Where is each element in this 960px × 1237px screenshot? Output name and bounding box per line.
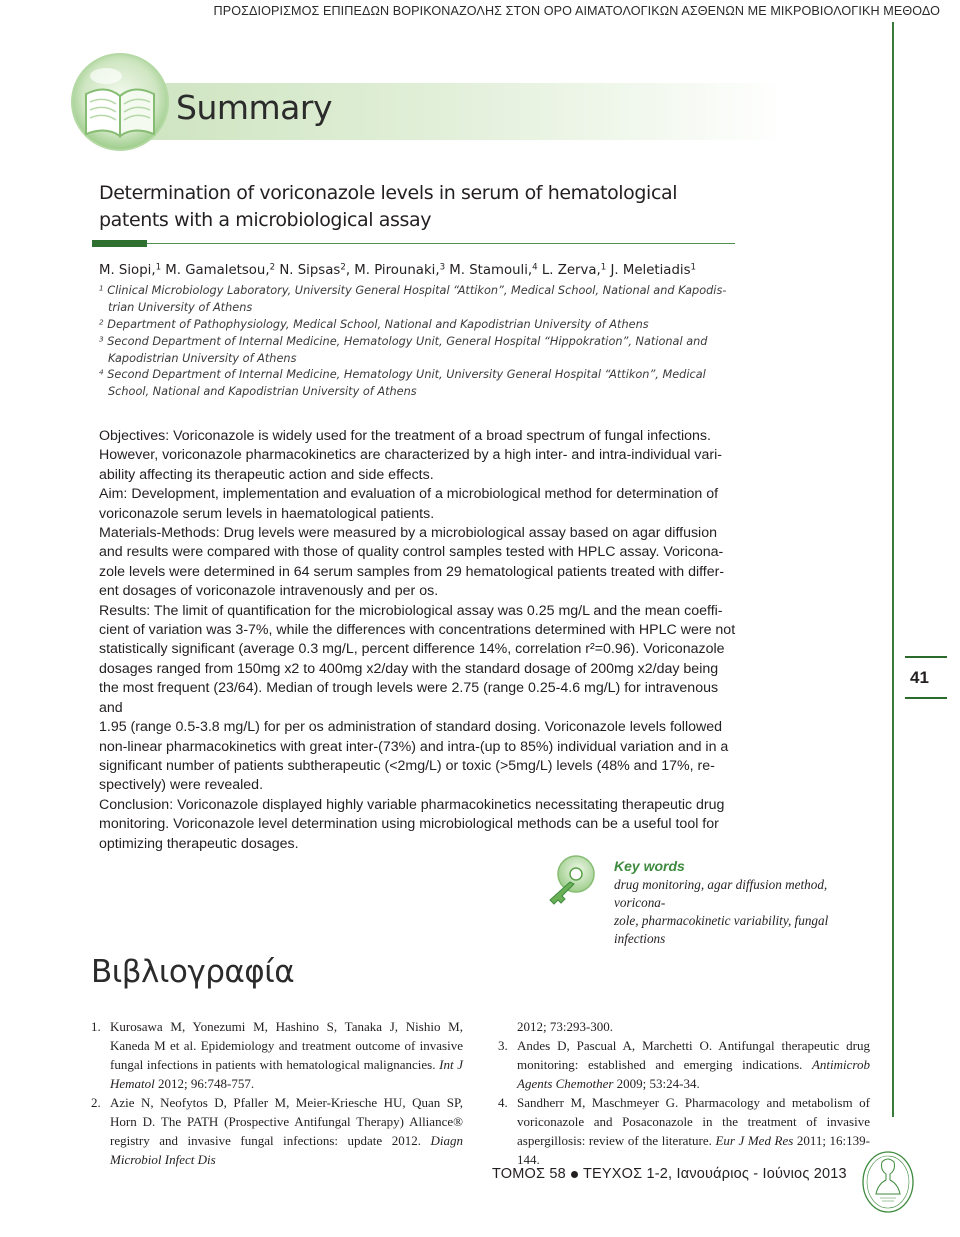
abstract-line: dosages ranged from 150mg x2 to 400mg x2/day with the standard dosage of 200mg x2/day being xyxy=(99,660,719,677)
author: M. Pirounaki,$^3$ xyxy=(354,262,446,278)
affiliation-3: $^3$ Second Department of Internal Medicine, Hematology Unit, General Hospital “Hippokration”, National and Kapodistrian University of Athens xyxy=(99,334,708,365)
footer-volume: ΤΟΜΟΣ 58 xyxy=(492,1166,566,1182)
abstract-line: spectively) were revealed. xyxy=(99,777,264,794)
author: N. Sipsas$^2$, xyxy=(279,262,355,278)
references-column-left xyxy=(91,1017,463,1169)
abstract-line: Results: The limit of quantification for the microbiological assay was 0.25 mg/L and the mean coeffi- xyxy=(99,602,723,619)
affiliation-2: $^2$ Department of Pathophysiology, Medical School, National and Kapodistrian University of Athens xyxy=(99,317,649,331)
summary-title: Summary xyxy=(176,88,332,127)
references-column-right xyxy=(498,1017,870,1169)
reference-2-continued: 2012; 73:293-300. xyxy=(517,1019,614,1034)
reference-2: 2. Azie N, Neofytos D, Pfaller M, Meier-Kriesche HU, Quan SP, Horn D. The PATH (Prospective Antifungal Therapy) Alliance® registry and invasive fungal infections: update 2012. Diagn Microbiol Infect Dis xyxy=(91,1095,463,1167)
side-rule xyxy=(892,22,894,1117)
abstract-line: significant number of patients subtherapeutic (<2mg/L) or toxic (>5mg/L) levels (48% and 17%, re- xyxy=(99,757,715,774)
author: M. Stamouli,$^4$ xyxy=(449,262,538,278)
running-header: ΠΡΟΣΔΙΟΡΙΣΜΟΣ ΕΠΙΠΕΔΩΝ ΒΟΡΙΚΟΝΑΖΟΛΗΣ ΣΤΟΝ ΟΡΟ ΑΙΜΑΤΟΛΟΓΙΚΩΝ ΑΣΘΕΝΩΝ ΜΕ ΜΙΚΡΟΒΙΟΛΟΓΙΚΗ ΜΕΘΟΔΟ xyxy=(213,4,940,18)
abstract-line: Objectives: Voriconazole is widely used for the treatment of a broad spectrum of fungal infections. xyxy=(99,428,711,444)
page-number-rule-top xyxy=(905,656,947,658)
abstract-line: ent dosages of voriconazole intravenously and per os. xyxy=(99,583,439,600)
page-number: 41 xyxy=(910,668,929,687)
author: J. Meletiadis$^1$ xyxy=(610,262,697,278)
article-title-line-1: Determination of voriconazole levels in serum of hematological xyxy=(99,182,678,204)
society-logo xyxy=(860,1148,916,1214)
abstract-line: zole levels were determined in 64 serum samples from 29 hematological patients treated with differ- xyxy=(99,563,725,580)
abstract-line: However, voriconazole pharmacokinetics are characterized by a high inter- and intra-individual vari- xyxy=(99,447,722,464)
abstract-line: Materials-Methods: Drug levels were measured by a microbiological assay based on agar diffusion xyxy=(99,525,717,542)
affiliation-1: $^1$ Clinical Microbiology Laboratory, University General Hospital “Attikon”, Medical School, National and Kapodis- trian University of Athens xyxy=(99,283,727,314)
abstract-line: and results were compared with those of quality control samples tested with HPLC assay. Voricona- xyxy=(99,544,724,561)
keywords-title: Key words xyxy=(614,858,685,874)
title-rule-accent xyxy=(92,240,147,247)
keywords-text: drug monitoring, agar diffusion method, voricona- zole, pharmacokinetic variability, fungal infections xyxy=(614,877,829,946)
article-title xyxy=(99,180,739,234)
affiliation-4: $^4$ Second Department of Internal Medicine, Hematology Unit, University General Hospital “Attikon”, Medical School, National and Kapodistrian University of Athens xyxy=(99,367,706,398)
key-icon xyxy=(540,852,606,908)
title-rule xyxy=(99,243,735,244)
reference-1: 1. Kurosawa M, Yonezumi M, Hashino S, Tanaka J, Nishio M, Kaneda M et al. Epidemiology and treatment outcome of invasive fungal infections in patients with hematological malignancies. Int J Hematol 2012; 96:748-757. xyxy=(91,1019,463,1091)
article-title-line-2: patents with a microbiological assay xyxy=(99,209,432,231)
open-book-icon xyxy=(62,44,182,156)
abstract-line: monitoring. Voriconazole level determination using microbiological methods can be a useful tool for xyxy=(99,816,719,833)
author: M. Gamaletsou,$^2$ xyxy=(165,262,276,278)
footer-issue: ΤΕΥΧΟΣ 1-2, Ιανουάριος - Ιούνιος 2013 xyxy=(582,1166,847,1182)
author: M. Siopi,$^1$ xyxy=(99,262,162,278)
author-list xyxy=(99,263,696,278)
page-number-rule-bottom xyxy=(905,697,947,699)
author: L. Zerva,$^1$ xyxy=(541,262,607,278)
bibliography-title: Βιβλιογραφία xyxy=(91,954,295,990)
reference-4: 4. Sandherr M, Maschmeyer G. Pharmacology and metabolism of voriconazole and Posaconazole in the treatment of invasive aspergillosis: review of the literature. Eur J Med Res 2011; 16:139-144. xyxy=(498,1095,870,1167)
abstract-line: Aim: Development, implementation and evaluation of a microbiological method for determination of xyxy=(99,486,719,503)
abstract-line: 1.95 (range 0.5-3.8 mg/L) for per os administration of standard dosing. Voriconazole levels followed xyxy=(99,719,723,736)
abstract xyxy=(99,427,739,854)
abstract-line: cient of variation was 3-7%, while the differences with concentrations determined with HPLC were not xyxy=(99,622,736,639)
abstract-line: the most frequent (23/64). Median of trough levels were 2.75 (range 0.25-4.6 mg/L) for intravenous and xyxy=(99,680,719,716)
abstract-line: optimizing therapeutic dosages. xyxy=(99,835,299,852)
bullet-icon xyxy=(571,1171,578,1178)
abstract-line: Conclusion: Voriconazole displayed highly variable pharmacokinetics necessitating therapeutic drug xyxy=(99,796,725,813)
abstract-line: statistically significant (average 0.3 mg/L, percent difference 14%, correlation r²=0.96). Voriconazole xyxy=(99,641,725,658)
abstract-line: ability affecting its therapeutic action and side effects. xyxy=(99,466,434,483)
reference-3: 3. Andes D, Pascual A, Marchetti O. Antifungal therapeutic drug monitoring: established and emerging indications. Antimicrob Agents Chemother 2009; 53:24-34. xyxy=(498,1038,870,1091)
abstract-line: voriconazole serum levels in haematological patients. xyxy=(99,505,435,522)
journal-footer xyxy=(492,1166,847,1182)
abstract-line: non-linear pharmacokinetics with great inter-(73%) and intra-(up to 85%) individual variation and in a xyxy=(99,738,729,755)
